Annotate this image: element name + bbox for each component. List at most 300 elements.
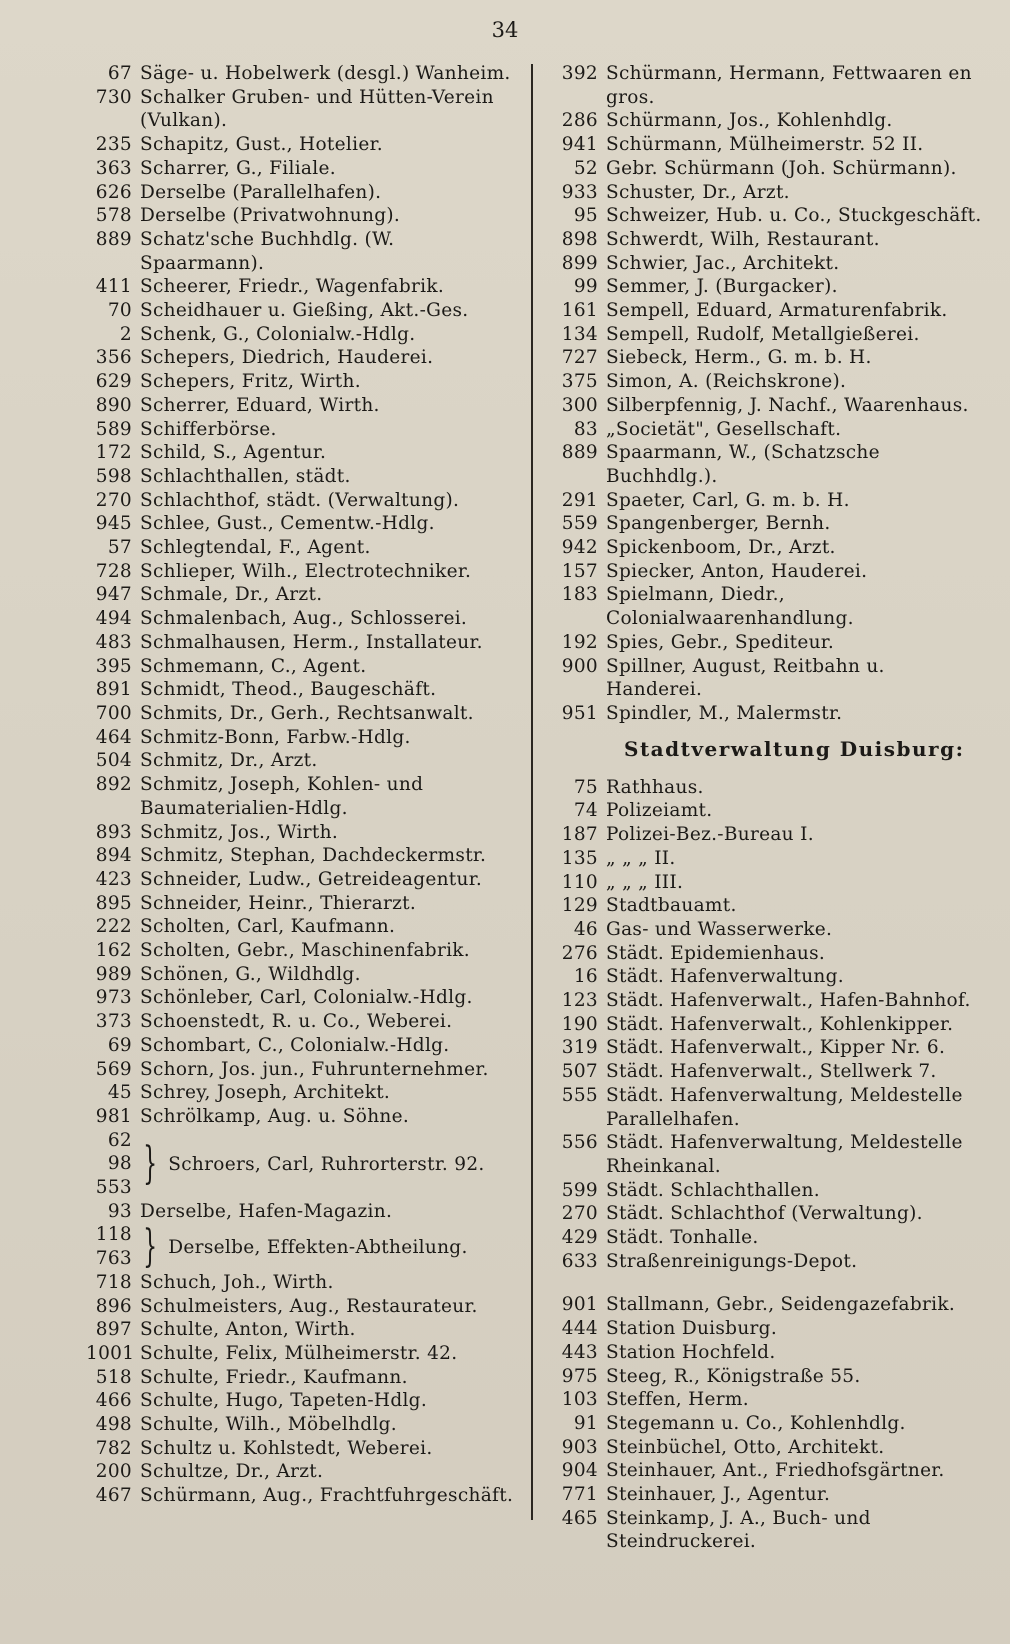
entry-number: 782 — [95, 1437, 132, 1459]
entry-text: Spiecker, Anton, Hauderei. — [606, 560, 868, 582]
right-list-a — [546, 62, 986, 726]
entry-text: Schlee, Gust., Cementw.-Hdlg. — [140, 513, 435, 535]
entry-text: Schulte, Anton, Wirth. — [140, 1319, 356, 1341]
entry-text: Derselbe (Privatwohnung). — [140, 205, 401, 227]
directory-entry — [86, 678, 516, 702]
entry-text: Stegemann u. Co., Kohlenhdlg. — [606, 1412, 906, 1434]
directory-entry — [546, 1202, 986, 1226]
directory-entry — [546, 965, 986, 989]
entry-text: Schlieper, Wilh., Electrotechniker. — [140, 560, 472, 582]
entry-number: 507 — [561, 1061, 598, 1083]
directory-entry — [86, 726, 516, 750]
entry-text: Schlachthallen, städt. — [140, 465, 351, 487]
entry-text: Schmitz, Jos., Wirth. — [140, 821, 339, 843]
directory-entry — [546, 1131, 986, 1178]
entry-number: 569 — [95, 1058, 132, 1080]
directory-entry — [546, 133, 986, 157]
directory-entry — [86, 1200, 516, 1224]
directory-entry — [86, 465, 516, 489]
entry-number: 467 — [95, 1485, 132, 1507]
directory-entry — [86, 394, 516, 418]
entry-text: Schmidt, Theod., Baugeschäft. — [140, 679, 437, 701]
entry-text: Städt. Hafenverwalt., Hafen-Bahnhof. — [606, 990, 971, 1012]
entry-number: 947 — [95, 584, 132, 606]
entry-text: Spindler, M., Malermstr. — [606, 702, 843, 724]
entry-number: 599 — [561, 1179, 598, 1201]
entry-text: Schuster, Dr., Arzt. — [606, 181, 790, 203]
entry-number: 903 — [561, 1436, 598, 1458]
entry-number: 589 — [95, 418, 132, 440]
entry-text: Schwerdt, Wilh, Restaurant. — [606, 228, 880, 250]
entry-text: Schalker Gruben- und Hütten-Verein (Vulkan). — [140, 86, 494, 132]
entry-text: Schatz'sche Buchhdlg. (W. Spaarmann). — [140, 228, 395, 274]
directory-entry — [546, 489, 986, 513]
entry-text: Schepers, Fritz, Wirth. — [140, 371, 361, 393]
entry-text: Spickenboom, Dr., Arzt. — [606, 537, 836, 559]
entry-text: Schneider, Ludw., Getreideagentur. — [140, 868, 483, 890]
directory-entry — [86, 299, 516, 323]
directory-entry — [546, 1293, 986, 1317]
entry-number: 103 — [561, 1389, 598, 1411]
left-list-a — [86, 62, 516, 1129]
entry-text: Städt. Schlachthallen. — [606, 1179, 820, 1201]
directory-entry — [546, 1341, 986, 1365]
entry-number: 518 — [95, 1366, 132, 1388]
entry-text: Städt. Epidemienhaus. — [606, 942, 826, 964]
directory-entry — [546, 1060, 986, 1084]
entry-number: 373 — [95, 1011, 132, 1033]
directory-entry — [86, 62, 516, 86]
directory-entry — [86, 1389, 516, 1413]
directory-entry — [546, 1459, 986, 1483]
entry-number: 375 — [561, 371, 598, 393]
directory-entry — [546, 1436, 986, 1460]
entry-text: Schoenstedt, R. u. Co., Weberei. — [140, 1011, 453, 1033]
entry-text: Schenk, G., Colonialw.-Hdlg. — [140, 323, 416, 345]
entry-number: 889 — [95, 228, 132, 250]
directory-entry — [86, 489, 516, 513]
directory-entry — [86, 512, 516, 536]
directory-entry — [546, 799, 986, 823]
directory-entry — [86, 1295, 516, 1319]
entry-number: 286 — [561, 110, 598, 132]
directory-entry — [86, 986, 516, 1010]
directory-entry — [86, 915, 516, 939]
entry-text: Schmalenbach, Aug., Schlosserei. — [140, 608, 468, 630]
entry-number: 728 — [95, 560, 132, 582]
directory-entry — [546, 204, 986, 228]
section-heading: Stadtverwaltung Duisburg: — [624, 736, 965, 761]
entry-number: 45 — [107, 1082, 132, 1104]
entry-text: Schürmann, Mülheimerstr. 52 II. — [606, 134, 924, 156]
entry-text: Städt. Hafenverwalt., Stellwerk 7. — [606, 1061, 937, 1083]
entry-number: 83 — [573, 418, 598, 440]
entry-number: 559 — [561, 513, 598, 535]
directory-entry — [86, 892, 516, 916]
entry-text: Schlegtendal, F., Agent. — [140, 537, 371, 559]
directory-entry — [546, 989, 986, 1013]
directory-entry — [86, 821, 516, 845]
directory-entry — [546, 918, 986, 942]
directory-entry — [86, 228, 516, 275]
directory-entry — [86, 749, 516, 773]
directory-entry — [546, 62, 986, 109]
entry-number: 134 — [561, 323, 598, 345]
directory-entry — [546, 1179, 986, 1203]
entry-number: 981 — [95, 1105, 132, 1127]
entry-number: 900 — [561, 655, 598, 677]
entry-text: Schulmeisters, Aug., Restaurateur. — [140, 1295, 478, 1317]
entry-number: 270 — [561, 1203, 598, 1225]
entry-text: „ „ „ III. — [606, 871, 684, 893]
entry-number: 183 — [561, 584, 598, 606]
right-list-b — [546, 776, 986, 1274]
directory-entry — [546, 871, 986, 895]
directory-entry — [546, 370, 986, 394]
directory-entry — [86, 702, 516, 726]
entry-number: 444 — [561, 1318, 598, 1340]
brace-glyph: } — [143, 1138, 158, 1190]
entry-text: Schürmann, Hermann, Fettwaaren en gros. — [606, 63, 972, 108]
entry-text: Rathhaus. — [606, 776, 704, 798]
entry-number: 75 — [573, 776, 598, 798]
directory-entry — [86, 418, 516, 442]
entry-text: Schulte, Friedr., Kaufmann. — [140, 1366, 408, 1388]
entry-number: 161 — [561, 300, 598, 322]
entry-number: 892 — [95, 774, 132, 796]
entry-text: Schmalhausen, Herm., Installateur. — [140, 631, 483, 653]
entry-text: Sempell, Rudolf, Metallgießerei. — [606, 323, 920, 345]
entry-number: 894 — [95, 845, 132, 867]
entry-text: Steinhauer, J., Agentur. — [606, 1484, 831, 1506]
directory-entry — [86, 441, 516, 465]
entry-text: Säge- u. Hobelwerk (desgl.) Wanheim. — [140, 63, 511, 84]
left-column — [86, 62, 516, 1508]
directory-entry — [86, 844, 516, 868]
directory-entry — [86, 560, 516, 584]
grouped-entry-schroers — [86, 1129, 516, 1200]
entry-text: Polizeiamt. — [606, 800, 713, 822]
entry-number: 363 — [95, 157, 132, 179]
directory-entry — [546, 275, 986, 299]
directory-entry — [546, 228, 986, 252]
directory-entry — [546, 583, 986, 630]
directory-entry — [86, 181, 516, 205]
entry-text: Städt. Hafenverwaltung, Meldestelle Rheinkanal. — [606, 1132, 963, 1177]
directory-entry — [86, 868, 516, 892]
directory-entry — [546, 942, 986, 966]
entry-text: Spies, Gebr., Spediteur. — [606, 631, 835, 653]
entry-text: Schwier, Jac., Architekt. — [606, 252, 840, 274]
entry-text: Schmitz, Joseph, Kohlen- und Baumaterialien-Hdlg. — [140, 774, 424, 819]
entry-number: 975 — [561, 1365, 598, 1387]
entry-number: 443 — [561, 1341, 598, 1363]
entry-number: 172 — [95, 442, 132, 464]
directory-entry — [546, 1317, 986, 1341]
entry-number: 989 — [95, 963, 132, 985]
entry-number: 494 — [95, 608, 132, 630]
entry-text: Spielmann, Diedr., Colonialwaarenhandlung. — [606, 584, 854, 630]
entry-number: 74 — [573, 800, 598, 822]
entry-text: Station Hochfeld. — [606, 1341, 776, 1363]
entry-text: Schlachthof, städt. (Verwaltung). — [140, 489, 460, 511]
directory-entry — [546, 1365, 986, 1389]
directory-entry — [546, 847, 986, 871]
directory-entry — [86, 157, 516, 181]
entry-text: Spillner, August, Reitbahn u. Handerei. — [606, 655, 885, 701]
directory-entry — [86, 1318, 516, 1342]
entry-text: Derselbe (Parallelhafen). — [140, 181, 382, 203]
entry-text: Steinbüchel, Otto, Architekt. — [606, 1436, 885, 1458]
entry-number: 46 — [573, 918, 598, 940]
directory-entry — [546, 631, 986, 655]
entry-number: 891 — [95, 679, 132, 701]
entry-number: 95 — [573, 205, 598, 227]
entry-text: Semmer, J. (Burgacker). — [606, 276, 838, 298]
directory-entry — [546, 109, 986, 133]
entry-number: 951 — [561, 702, 598, 724]
directory-entry — [86, 1058, 516, 1082]
directory-entry — [546, 1250, 986, 1274]
entry-number: 300 — [561, 394, 598, 416]
right-list-c — [546, 1293, 986, 1554]
entry-text: Städt. Tonhalle. — [606, 1227, 759, 1249]
entry-text: „Societät", Gesellschaft. — [606, 418, 842, 440]
entry-number: 933 — [561, 181, 598, 203]
entry-text: Schultze, Dr., Arzt. — [140, 1461, 324, 1483]
entry-number: 16 — [573, 966, 598, 988]
entry-number: 1001 — [86, 1342, 135, 1364]
brace-glyph: } — [143, 1221, 158, 1273]
directory-entry — [86, 370, 516, 394]
directory-entry — [86, 275, 516, 299]
directory-entry — [546, 1013, 986, 1037]
entry-number: 319 — [561, 1037, 598, 1059]
entry-number: 162 — [95, 940, 132, 962]
entry-text: Schultz u. Kohlstedt, Weberei. — [140, 1437, 433, 1459]
entry-number: 898 — [561, 228, 598, 250]
entry-number: 504 — [95, 750, 132, 772]
entry-number: 555 — [561, 1084, 598, 1106]
directory-entry — [86, 204, 516, 228]
entry-number: 899 — [561, 252, 598, 274]
entry-number: 945 — [95, 513, 132, 535]
entry-text: Steinkamp, J. A., Buch- und Steindruckerei. — [606, 1507, 871, 1553]
entry-text: Schmitz, Dr., Arzt. — [140, 750, 318, 772]
entry-number: 69 — [107, 1034, 132, 1056]
page-number: 34 — [491, 18, 519, 42]
entry-number: 270 — [95, 489, 132, 511]
grouped-entry-effekten — [86, 1221, 516, 1273]
directory-entry — [546, 346, 986, 370]
directory-entry — [86, 1460, 516, 1484]
directory-entry — [86, 1105, 516, 1129]
entry-text: Städt. Hafenverwalt., Kohlenkipper. — [606, 1013, 954, 1035]
entry-number: 291 — [561, 489, 598, 511]
entry-number: 727 — [561, 347, 598, 369]
entry-text: Sempell, Eduard, Armaturenfabrik. — [606, 300, 948, 322]
directory-entry — [86, 1437, 516, 1461]
entry-text: Stallmann, Gebr., Seidengazefabrik. — [606, 1294, 956, 1316]
entry-number: 129 — [561, 895, 598, 917]
directory-entry — [546, 441, 986, 488]
directory-entry — [86, 1484, 516, 1508]
directory-entry — [86, 607, 516, 631]
entry-number: 893 — [95, 821, 132, 843]
entry-text: Steeg, R., Königstraße 55. — [606, 1365, 861, 1387]
group-numbers: 62 98 553 — [95, 1129, 132, 1199]
directory-entry — [86, 1342, 516, 1366]
entry-text: Schapitz, Gust., Hotelier. — [140, 134, 383, 156]
entry-number: 498 — [95, 1414, 132, 1436]
directory-entry — [86, 133, 516, 157]
entry-text: Steffen, Herm. — [606, 1389, 749, 1411]
entry-text: Schmemann, C., Agent. — [140, 655, 367, 677]
directory-entry — [546, 1483, 986, 1507]
entry-number: 429 — [561, 1227, 598, 1249]
entry-text: Schulte, Hugo, Tapeten-Hdlg. — [140, 1390, 428, 1412]
directory-entry — [546, 299, 986, 323]
entry-number: 70 — [107, 300, 132, 322]
entry-text: Scheidhauer u. Gießing, Akt.-Ges. — [140, 300, 469, 322]
entry-number: 633 — [561, 1250, 598, 1272]
directory-entry — [546, 1412, 986, 1436]
entry-number: 464 — [95, 726, 132, 748]
entry-number: 730 — [95, 86, 132, 108]
right-column — [546, 62, 986, 1554]
entry-text: Schrey, Joseph, Architekt. — [140, 1082, 391, 1104]
entry-text: Silberpfennig, J. Nachf., Waarenhaus. — [606, 394, 969, 416]
directory-entry — [546, 776, 986, 800]
entry-text: Scherrer, Eduard, Wirth. — [140, 394, 380, 416]
entry-text: Gebr. Schürmann (Joh. Schürmann). — [606, 157, 957, 179]
entry-text: Spangenberger, Bernh. — [606, 513, 831, 535]
directory-entry — [86, 583, 516, 607]
directory-entry — [546, 181, 986, 205]
entry-number: 895 — [95, 892, 132, 914]
entry-number: 91 — [573, 1412, 598, 1434]
entry-number: 99 — [573, 276, 598, 298]
entry-number: 465 — [561, 1507, 598, 1529]
entry-text: Spaeter, Carl, G. m. b. H. — [606, 489, 850, 511]
directory-entry — [86, 536, 516, 560]
group-text: Derselbe, Effekten-Abtheilung. — [168, 1236, 468, 1258]
entry-text: Straßenreinigungs-Depot. — [606, 1250, 858, 1272]
directory-entry — [546, 157, 986, 181]
entry-text: Siebeck, Herm., G. m. b. H. — [606, 347, 872, 369]
directory-entry — [86, 86, 516, 133]
directory-entry — [86, 1034, 516, 1058]
entry-text: Schrölkamp, Aug. u. Söhne. — [140, 1105, 410, 1127]
directory-entry — [546, 394, 986, 418]
entry-number: 626 — [95, 181, 132, 203]
entry-text: Schulte, Felix, Mülheimerstr. 42. — [140, 1342, 458, 1364]
entry-number: 2 — [119, 323, 132, 345]
entry-text: Schild, S., Agentur. — [140, 442, 327, 464]
entry-number: 896 — [95, 1295, 132, 1317]
entry-number: 904 — [561, 1460, 598, 1482]
entry-number: 483 — [95, 631, 132, 653]
entry-number: 52 — [573, 157, 598, 179]
entry-number: 222 — [95, 916, 132, 938]
entry-text: Scheerer, Friedr., Wagenfabrik. — [140, 276, 445, 298]
directory-entry — [546, 1388, 986, 1412]
entry-number: 235 — [95, 134, 132, 156]
entry-text: Schmitz, Stephan, Dachdeckermstr. — [140, 845, 487, 867]
entry-number: 411 — [95, 276, 132, 298]
entry-text: Städt. Hafenverwaltung, Meldestelle Parallelhafen. — [606, 1084, 963, 1130]
directory-entry — [86, 773, 516, 820]
directory-entry — [86, 963, 516, 987]
entry-number: 57 — [107, 537, 132, 559]
entry-number: 135 — [561, 847, 598, 869]
entry-text: Schepers, Diedrich, Hauderei. — [140, 347, 434, 369]
entry-text: Schulte, Wilh., Möbelhdlg. — [140, 1414, 397, 1436]
entry-text: Spaarmann, W., (Schatzsche Buchhdlg.). — [606, 442, 880, 487]
directory-entry — [546, 323, 986, 347]
directory-entry — [86, 323, 516, 347]
entry-number: 356 — [95, 347, 132, 369]
entry-number: 123 — [561, 990, 598, 1012]
entry-text: Scholten, Gebr., Maschinenfabrik. — [140, 940, 470, 962]
column-divider — [531, 64, 533, 1520]
entry-number: 629 — [95, 371, 132, 393]
entry-text: Schürmann, Jos., Kohlenhdlg. — [606, 110, 893, 132]
entry-number: 110 — [561, 871, 598, 893]
directory-entry — [86, 1366, 516, 1390]
entry-text: Station Duisburg. — [606, 1318, 778, 1340]
directory-entry — [546, 702, 986, 726]
entry-number: 187 — [561, 824, 598, 846]
entry-number: 771 — [561, 1484, 598, 1506]
directory-entry — [546, 536, 986, 560]
entry-text: Schombart, C., Colonialw.-Hdlg. — [140, 1034, 450, 1056]
directory-entry — [86, 346, 516, 370]
directory-entry — [86, 1271, 516, 1295]
entry-number: 392 — [561, 63, 598, 84]
entry-number: 157 — [561, 560, 598, 582]
group-numbers: 118 763 — [95, 1224, 132, 1270]
entry-text: Schneider, Heinr., Thierarzt. — [140, 892, 417, 914]
entry-text: Städt. Schlachthof (Verwaltung). — [606, 1203, 923, 1225]
group-text: Schroers, Carl, Ruhrorterstr. 92. — [168, 1153, 485, 1175]
directory-entry — [546, 252, 986, 276]
entry-number: 973 — [95, 987, 132, 1009]
entry-number: 901 — [561, 1294, 598, 1316]
entry-number: 889 — [561, 442, 598, 464]
entry-text: Schürmann, Aug., Frachtfuhrgeschäft. — [140, 1485, 514, 1507]
entry-number: 941 — [561, 134, 598, 156]
entry-text: Schifferbörse. — [140, 418, 277, 440]
directory-entry — [546, 894, 986, 918]
section-gap — [546, 1273, 986, 1293]
directory-entry — [546, 1507, 986, 1554]
entry-number: 190 — [561, 1013, 598, 1035]
entry-number: 556 — [561, 1132, 598, 1154]
directory-entry — [546, 512, 986, 536]
directory-entry — [546, 1084, 986, 1131]
directory-entry — [86, 655, 516, 679]
directory-entry — [546, 418, 986, 442]
entry-text: Scholten, Carl, Kaufmann. — [140, 916, 396, 938]
entry-number: 578 — [95, 205, 132, 227]
directory-entry — [546, 1226, 986, 1250]
entry-text: Städt. Hafenverwalt., Kipper Nr. 6. — [606, 1037, 946, 1059]
entry-text: Steinhauer, Ant., Friedhofsgärtner. — [606, 1460, 945, 1482]
entry-number: 598 — [95, 465, 132, 487]
directory-entry — [546, 823, 986, 847]
entry-number: 890 — [95, 394, 132, 416]
